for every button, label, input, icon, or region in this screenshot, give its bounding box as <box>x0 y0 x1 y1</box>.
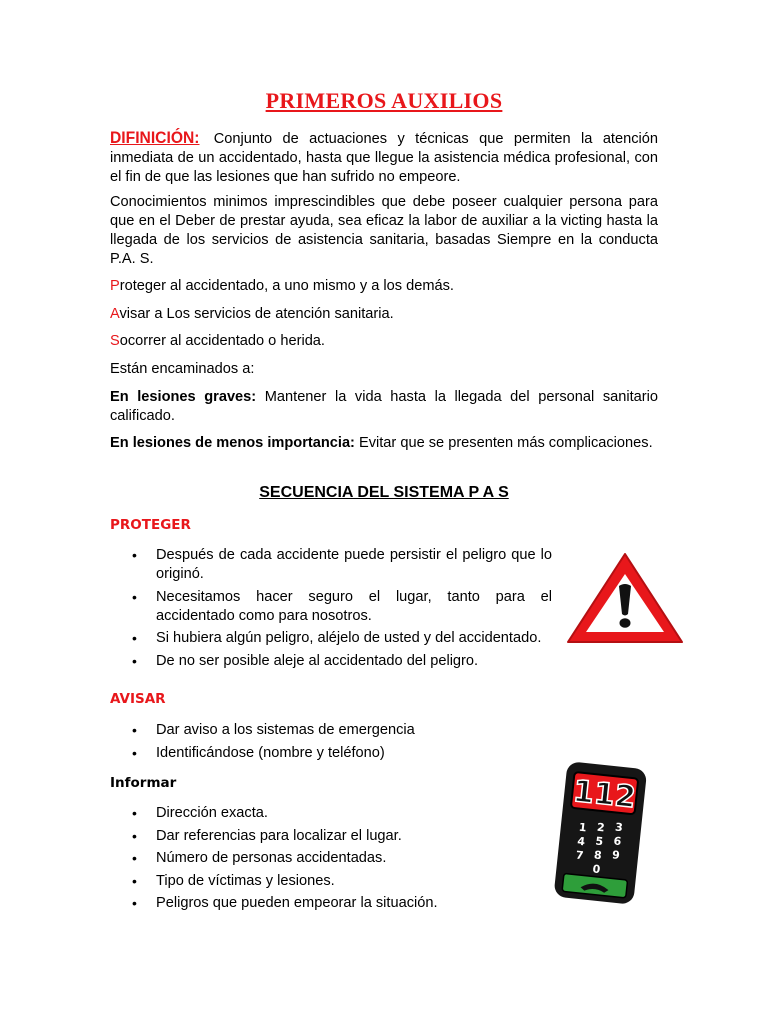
list-item: • Dar aviso a los sistemas de emergencia <box>132 722 415 738</box>
avisar-heading: AVISAR <box>110 691 166 707</box>
graves-label: En lesiones graves: <box>110 389 257 405</box>
definition-text: Conjunto de actuaciones y técnicas que permiten la atención inmediata de un accidentado, hasta que llegue la asistencia médica profesional, con el fin de que las lesiones que han sufrido no empeore. <box>110 131 658 185</box>
list-item: • Después de cada accidente puede persistir el peligro que lo originó. <box>132 547 552 582</box>
svg-text:7: 7 <box>575 848 585 863</box>
pas-socorrer-line <box>110 332 658 351</box>
bullet-icon: • <box>132 547 137 563</box>
bullet-icon: • <box>132 872 137 889</box>
page-title: PRIMEROS AUXILIOS <box>265 88 503 113</box>
bullet-icon: • <box>132 850 137 866</box>
graves-text: Mantener la vida hasta la llegada del personal sanitario calificado. <box>110 389 658 424</box>
svg-text:3: 3 <box>614 820 624 835</box>
definition-paragraph <box>110 128 658 187</box>
list-item: • Dar referencias para localizar el lugar. <box>132 827 402 844</box>
svg-text:4: 4 <box>576 834 586 849</box>
bullet-icon: • <box>132 588 137 605</box>
pas-proteger-line <box>110 277 658 296</box>
knowledge-paragraph: Conocimientos minimos imprescindibles que debe poseer cualquier persona para que en el Deber de prestar ayuda, sea eficaz la labor de auxiliar a la victing hasta la llegada de los servicios de asistencia sanitaria, basadas Siempre en la conducta P.A. S. <box>110 194 658 267</box>
avisar-list <box>110 721 552 766</box>
svg-text:8: 8 <box>593 848 603 863</box>
menos-label: En lesiones de menos importancia: <box>110 435 355 451</box>
proteger-list <box>110 546 552 674</box>
pas-proteger-text: roteger al accidentado, a uno mismo y a los demás. <box>119 278 454 294</box>
svg-text:2: 2 <box>596 820 606 835</box>
list-item: • Necesitamos hacer seguro el lugar, tanto para el accidentado como para nosotros. <box>132 588 552 624</box>
list-item: • Tipo de víctimas y lesiones. <box>132 872 335 889</box>
informar-heading: Informar <box>110 775 177 791</box>
definition-label: DIFINICIÓN: <box>110 128 200 147</box>
list-item: • Identificándose (nombre y teléfono) <box>132 744 385 761</box>
svg-text:0: 0 <box>591 862 601 877</box>
svg-text:1: 1 <box>578 820 588 835</box>
list-item: • Peligros que pueden empeorar la situación. <box>132 895 438 911</box>
pas-avisar-text: visar a Los servicios de atención sanitaria. <box>119 306 394 322</box>
pas-avisar-line <box>110 305 658 324</box>
section-subtitle: SECUENCIA DEL SISTEMA P A S <box>259 484 509 501</box>
phone-screen-text: 112 <box>571 774 638 816</box>
pas-letter-a: A <box>110 306 120 322</box>
menos-text: Evitar que se presenten más complicaciones. <box>354 435 653 451</box>
pas-letter-p: P <box>110 278 120 294</box>
list-item: • Número de personas accidentadas. <box>132 850 387 866</box>
list-item: • De no ser posible aleje al accidentado del peligro. <box>132 652 479 669</box>
list-item: • Dirección exacta. <box>132 805 268 821</box>
intro-text: Están encaminados a: <box>110 361 255 377</box>
bullet-icon: • <box>132 805 137 821</box>
warning-triangle-icon <box>560 548 690 648</box>
informar-list <box>110 804 510 917</box>
graves-paragraph <box>110 388 658 426</box>
bullet-icon: • <box>132 744 137 761</box>
bullet-icon: • <box>132 827 137 844</box>
emergency-phone-icon <box>530 762 690 912</box>
bullet-icon: • <box>132 722 137 738</box>
pas-letter-s: S <box>110 333 120 349</box>
svg-text:6: 6 <box>612 834 622 849</box>
bullet-icon: • <box>132 895 137 911</box>
svg-text:9: 9 <box>611 848 621 863</box>
svg-text:5: 5 <box>594 834 604 849</box>
bullet-icon: • <box>132 652 137 669</box>
pas-socorrer-text: ocorrer al accidentado o herida. <box>119 333 325 349</box>
menos-paragraph <box>110 434 658 453</box>
list-item: • Si hubiera algún peligro, aléjelo de usted y del accidentado. <box>132 630 542 646</box>
bullet-icon: • <box>132 630 137 646</box>
proteger-heading: PROTEGER <box>110 517 191 533</box>
